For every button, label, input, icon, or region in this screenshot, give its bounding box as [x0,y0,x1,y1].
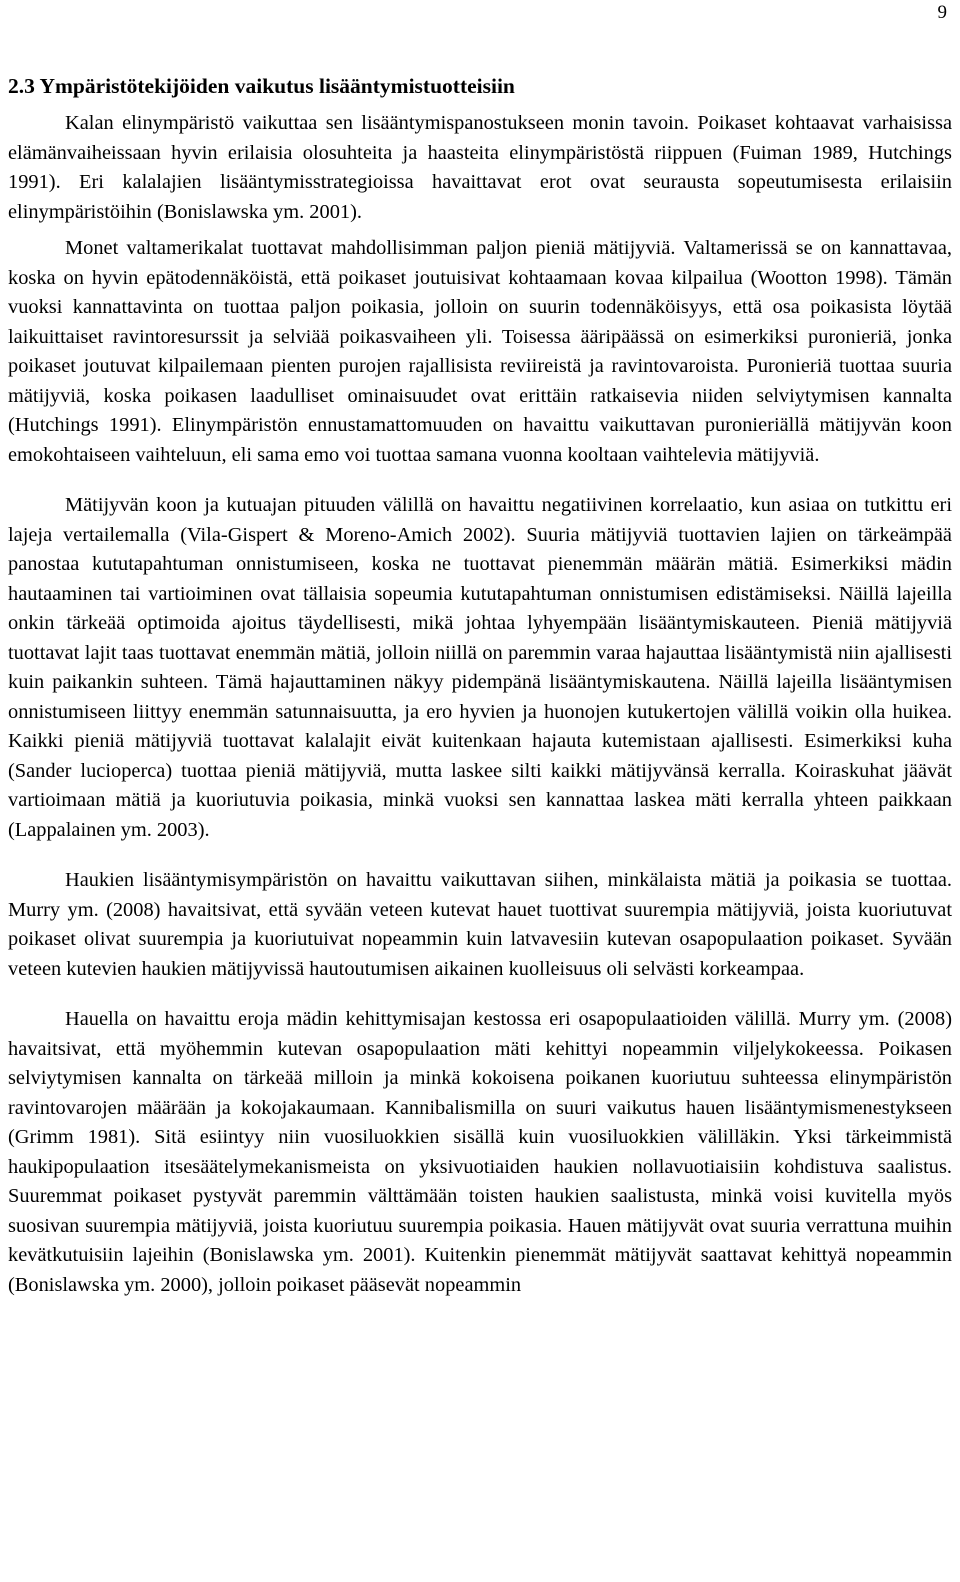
document-body [8,72,952,1300]
paragraph-egg-size-spawning: Mätijyvän koon ja kutuajan pituuden välillä on havaittu negatiivinen korrelaatio, kun asiaa on tutkittu eri lajeja vertailemalla (Vila-Gispert & Moreno-Amich 2002). Suuria mätijyviä tuottavien lajien on tärkeämpää panostaa kututapahtuman onnistumiseen, koska ne tuottavat pienemmän määrän mätiä. Esimerkiksi mädin hautaaminen tai vartioiminen ovat tällaisia sopeumia kututapahtuman onnistumisen edistämiseksi. Näillä lajeilla onkin tärkeää optimoida ajoitus täydellisesti, mikä johtaa lyhyempään lisääntymiskauteen. Pieniä mätijyviä tuottavat lajit taas tuottavat enemmän mätiä, jolloin niillä on paremmin varaa hajauttaa lisääntymistä niin ajallisesti kuin paikankin suhteen. Tämä hajauttaminen näkyy pidempänä lisääntymiskautena. Näillä lajeilla lisääntymisen onnistumiseen liittyy enemmän satunnaisuutta, ja ero hyvien ja huonojen kutukertojen välillä voikin olla huikea. Kaikki pieniä mätijyviä tuottavat kalalajit eivät kuitenkaan hajauta kutemistaan ajallisesti. Esimerkiksi kuha (Sander lucioperca) tuottaa pieniä mätijyviä, mutta laskee silti kaikki mätijyvänsä kerralla. Koiraskuhat jäävät vartioimaan mätiä ja kuoriutuvia poikasia, minkä vuoksi sen kannattaa laskea mäti kerralla yhteen paikkaan (Lappalainen ym. 2003). [8,494,952,841]
section-heading: 2.3 Ympäristötekijöiden vaikutus lisääntymistuotteisiin [8,74,515,98]
paragraph-pike-development: Hauella on havaittu eroja mädin kehittymisajan kestossa eri osapopulaatioiden välillä. Murry ym. (2008) havaitsivat, että myöhemmin kutevan osapopulaation mäti kehittyi nopeammin viljelykokeessa. Poikasen selviytymisen kannalta on tärkeää milloin ja minkä kokoisena poikanen kuoriutuu suhteessa elinympäristön ravintovarojen määrään ja kokojakaumaan. Kannibalismilla on suuri vaikutus hauen lisääntymismenestykseen (Grimm 1981). Sitä esiintyy niin vuosiluokkien sisällä kuin vuosiluokkien välilläkin. Yksi tärkeimmistä haukipopulaation itsesäätelymekanismeista on yksivuotiaiden haukien nollavuotiaisiin kohdistuva saalistus. Suuremmat poikaset pystyvät paremmin välttämään toisten haukien saalistusta, minkä voisi kuvitella myös suosivan suurempia mätijyviä, joista kuoriutuu suurempia poikasia. Hauen mätijyvät ovat suuria verrattuna muihin kevätkutuisiin lajeihin (Bonislawska ym. 2001). Kuitenkin pienemmät mätijyvät saattavat kehittyä nopeammin (Bonislawska ym. 2000), jolloin poikaset pääsevät nopeammin [8,1008,952,1296]
page-number: 9 [937,2,947,23]
paragraph-oceanic-fish: Monet valtamerikalat tuottavat mahdollisimman paljon pieniä mätijyviä. Valtamerissä se on kannattavaa, koska on hyvin epätodennäköistä, että poikaset joutuisivat kohtaamaan kovaa kilpailua (Wootton 1998). Tämän vuoksi kannattavinta on tuottaa paljon poikasia, jolloin on suurin todennäköisyys, että osa poikasista löytää laikuittaiset ravintoresurssit ja selviää poikasvaiheen yli. Toisessa ääripäässä on esimerkiksi puronieriä, jonka poikaset joutuvat kilpailemaan pienten purojen rajallisista reviireistä ja ravintovaroista. Puronieriä tuottaa suuria mätijyviä, koska poikasen laadulliset ominaisuudet ovat erittäin ratkaisevia niiden selviytymisen kannalta (Hutchings 1991). Elinympäristön ennustamattomuuden on havaittu vaikuttavan puronieriällä mätijyvän koon emokohtaiseen vaihteluun, eli sama emo voi tuottaa samana vuonna kooltaan vaihtelevia mätijyviä. [8,237,952,466]
paragraph-habitat-intro: Kalan elinympäristö vaikuttaa sen lisääntymispanostukseen monin tavoin. Poikaset kohtaavat varhaisissa elämänvaiheissaan hyvin erilaisia olosuhteita ja haasteita elinympäristöstä riippuen (Fuiman 1989, Hutchings 1991). Eri kalalajien lisääntymisstrategioissa havaittavat erot ovat seurausta sopeutumisesta erilaisiin elinympäristöihin (Bonislawska ym. 2001). [8,112,952,223]
paragraph-pike-environment: Haukien lisääntymisympäristön on havaittu vaikuttavan siihen, minkälaista mätiä ja poikasia se tuottaa. Murry ym. (2008) havaitsivat, että syvään veteen kutevat hauet tuottivat suurempia mätijyviä, joista kuoriutuvat poikaset olivat suurempia ja kuoriutuivat nopeammin kuin latvavesiin kutevan osapopulaation poikaset. Syvään veteen kutevien haukien mätijyvissä hautoutumisen aikainen kuolleisuus oli selvästi korkeampaa. [8,869,952,980]
